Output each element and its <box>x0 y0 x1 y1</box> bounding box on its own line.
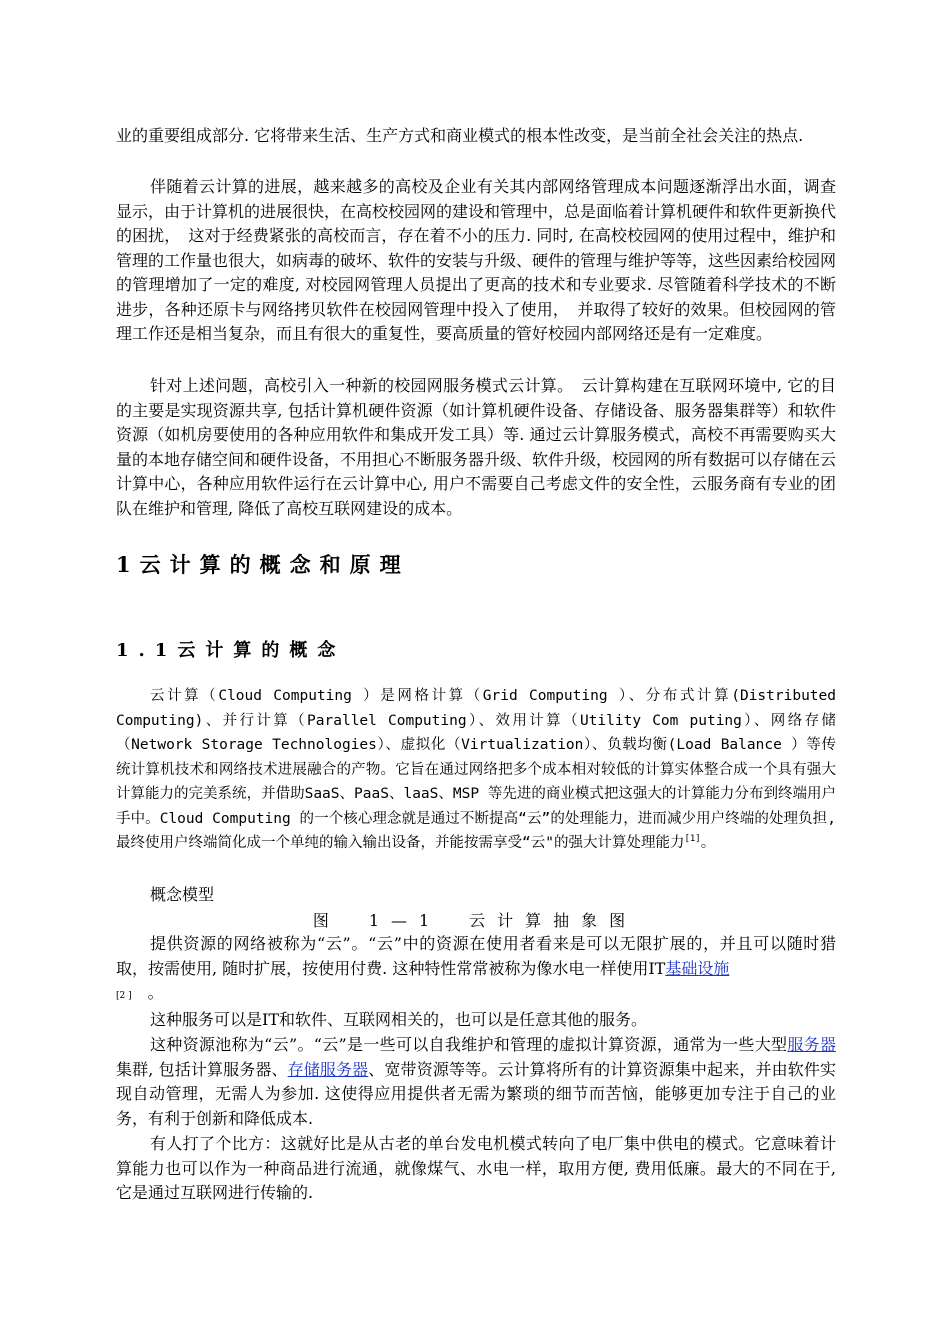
paragraph-campus-cloud: 针对上述问题，高校引入一种新的校园网服务模式云计算。 云计算构建在互联网环境中, 它的目的主要是实现资源共享, 包括计算机硬件资源（如计算机硬件设备、存储设备、服务器集群等）和软件资源（如机房要使用的各种应用软件和集成开发工具）等. 通过云计算服务模式，高校不再需要购买大量的本地存储空间和硬件设备，不用担心不断服务器升级、软件升级，校园网的所有数据可以存储在云计算中心，各种应用软件运行在云计算中心, 用户不需要自己考虑文件的安全性，云服务商有专业的团队在维护和管理, 降低了高校互联网建设的成本。 <box>116 376 837 518</box>
server-link[interactable]: 服务器 <box>787 1035 836 1054</box>
paragraph-service-scope: 这种服务可以是IT和软件、互联网相关的，也可以是任意其他的服务。 <box>150 1010 647 1029</box>
section-heading: 1云计算的概念和原理 <box>116 552 410 577</box>
concept-model-label: 概念模型 <box>150 885 215 904</box>
paragraph-cloud-progress: 伴随着云计算的进展，越来越多的高校及企业有关其内部网络管理成本问题逐渐浮出水面，调查显示，由于计算机的进展很快，在高校校园网的建设和管理中，总是面临着计算机硬件和软件更新换代的困扰， 这对于经费紧张的高校而言，存在着不小的压力. 同时, 在高校校园网的使用过程中，维护和管理的工作量也很大，如病毒的破坏、软件的安装与升级、硬件的管理与维护等等，这些因素给校园网的管理增加了一定的难度, 对校园网管理人员提出了更高的技术和专业要求. 尽管随着科学技术的不断进步，各种还原卡与网络拷贝软件在校园网管理中投入了使用， 并取得了较好的效果。但校园网的管理工作还是相当复杂，而且有很大的重复性，要高质量的管好校园内部网络还是有一定难度。 <box>116 177 837 343</box>
resource-pool-text-a: 这种资源池称为“云”。“云”是一些可以自我维护和管理的虚拟计算资源，通常为一些大型 <box>150 1035 788 1054</box>
figure-caption: 图 1—1 云计算抽象图 <box>312 911 638 930</box>
paragraph-cloud-network <box>116 932 836 1009</box>
paragraph-analogy: 有人打了个比方：这就好比是从古老的单台发电机模式转向了电厂集中供电的模式。它意味着计算能力也可以作为一种商品进行流通，就像煤气、水电一样，取用方便, 费用低廉。最大的不同在于, 它是通过互联网进行传输的. <box>116 1134 836 1202</box>
definition-text: 云计算（Cloud Computing ）是网格计算（Grid Computing ）、分布式计算(Distributed Computing)、并行计算（Parallel Computing）、效用计算（Utility Com puting）、网络存储（Network Storage Technologies）、虚拟化（Virtualization）、负载均衡(Load Balance ）等传统计算机技术和网络技术进展融合的产物。它旨在通过网络把多个成本相对较低的计算实体整合成一个具有强大计算能力的完美系统，并借助SaaS、PaaS、laaS、MSP 等先进的商业模式把这强大的计算能力分布到终端用户手中。Cloud Computing 的一个核心理念就是通过不断提高“云”的处理能力，进而减少用户终端的处理负担, 最终使用户终端简化成一个单纯的输入输出设备，并能按需享受“云"的强大计算处理能力 <box>116 688 836 851</box>
paragraph-resource-pool <box>116 1033 836 1131</box>
resource-pool-text-c: 、宽带资源等等。云计算将所有的计算资源集中起来，并由软件实现自动管理，无需人为参加. 这使得应用提供者无需为繁琐的细节而苦恼，能够更加专注于自己的业务，有利于创新和降低成本. <box>116 1059 836 1128</box>
paragraph-cloud-definition <box>116 684 836 856</box>
reference-1[interactable]: [1] <box>684 834 701 845</box>
reference-2[interactable]: [2 ] <box>116 991 132 1001</box>
storage-server-link[interactable]: 存储服务器 <box>287 1059 369 1079</box>
cloud-network-end: 。 <box>147 983 164 1002</box>
resource-pool-text-b: 集群, 包括计算服务器、 <box>116 1059 288 1079</box>
definition-end: 。 <box>700 835 716 851</box>
cloud-network-text: 提供资源的网络被称为“云”。“云”中的资源在使用者看来是可以无限扩展的，并且可以随时猎取，按需使用, 随时扩展，按使用付费. 这种特性常常被称为像水电一样使用IT <box>116 934 836 978</box>
paragraph-intro-end: 业的重要组成部分. 它将带来生活、生产方式和商业模式的根本性改变，是当前全社会关注的热点. <box>116 126 804 145</box>
subsection-heading: 1.1云计算的概念 <box>116 640 346 661</box>
infrastructure-link[interactable]: 基础设施 <box>665 958 730 978</box>
